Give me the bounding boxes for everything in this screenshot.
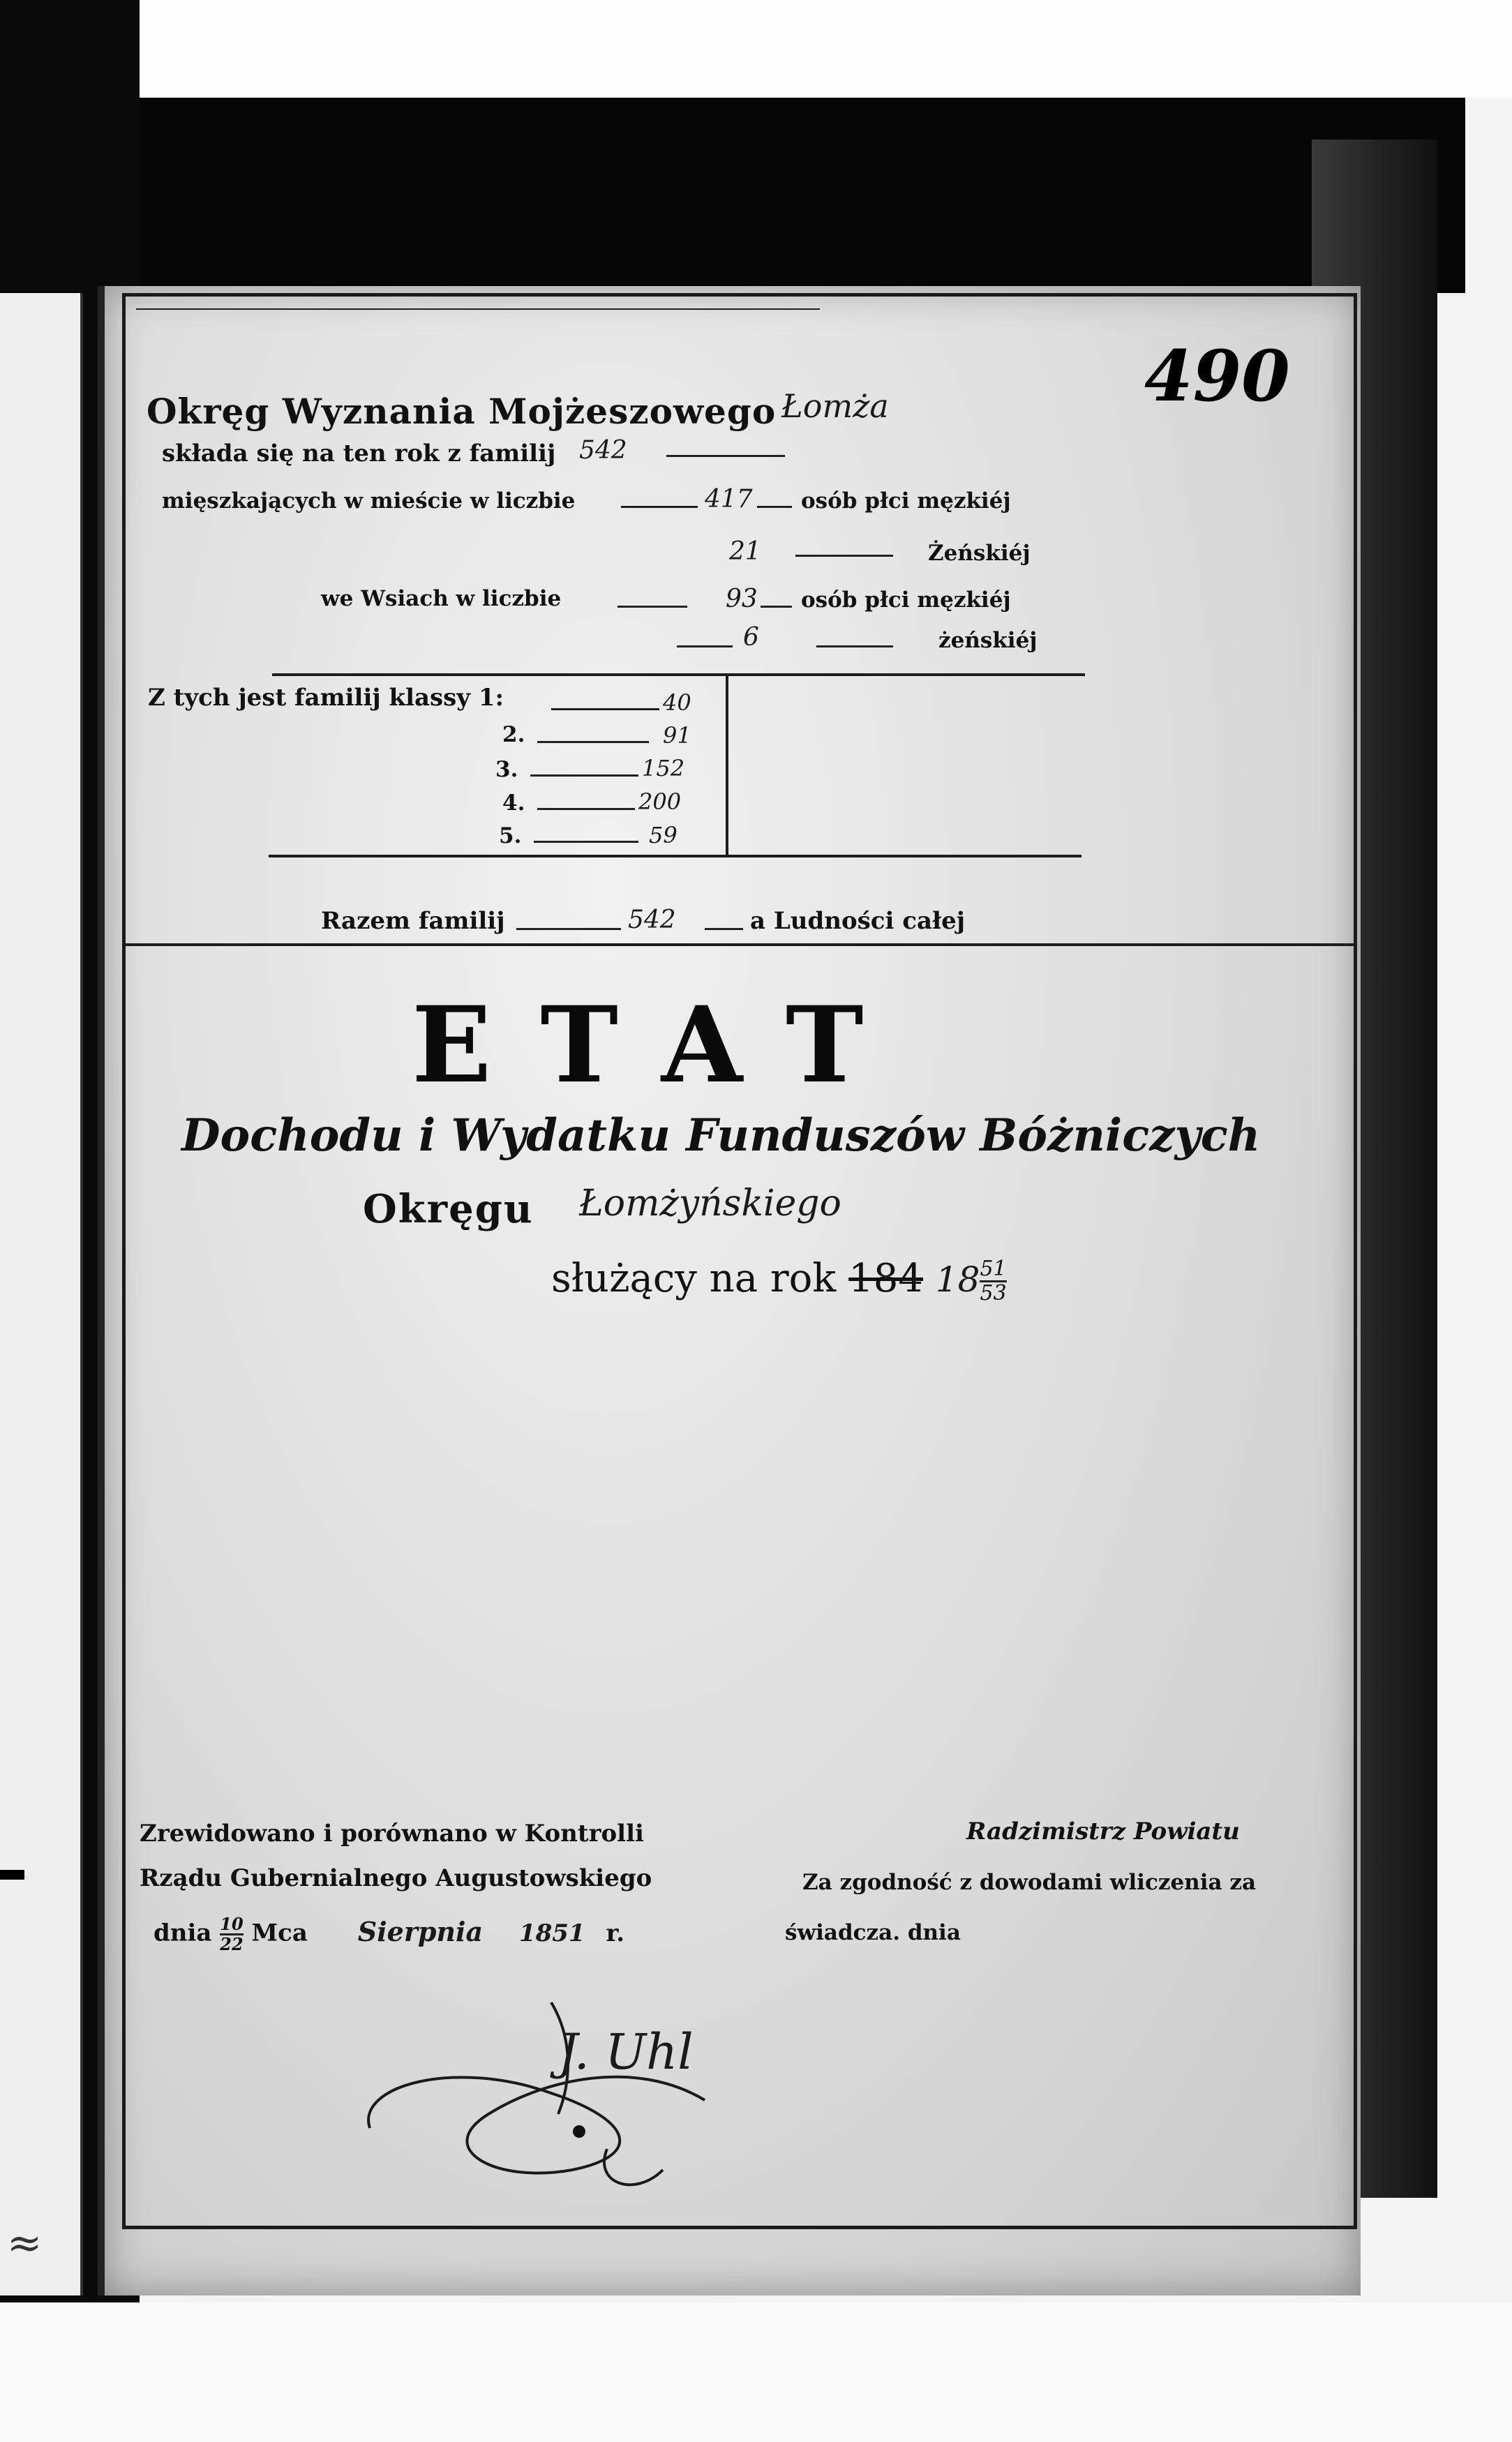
footer-right-line1: Radzimistrz Powiatu bbox=[966, 1818, 1240, 1845]
serving-year-label: służący na rok bbox=[551, 1256, 837, 1301]
year-hand: 1851 bbox=[518, 1919, 585, 1947]
families-total-label: Razem familij bbox=[321, 907, 505, 935]
dash bbox=[516, 928, 621, 930]
year-printed: 184 bbox=[848, 1256, 924, 1301]
dash bbox=[705, 928, 743, 930]
footer-r: r. bbox=[606, 1919, 625, 1947]
class-2-num: 2. bbox=[502, 722, 525, 747]
female-label-2: żeńskiéj bbox=[938, 628, 1038, 653]
footer-right-line2: Za zgodność z dowodami wliczenia za bbox=[802, 1870, 1257, 1895]
okregu-hand: Łomżyńskiego bbox=[579, 1183, 841, 1224]
scan-bottom-margin bbox=[0, 2302, 1512, 2442]
serving-year bbox=[551, 1256, 1007, 1305]
scan-top-margin bbox=[0, 0, 1512, 98]
dash bbox=[551, 708, 659, 710]
classes-divider bbox=[726, 673, 728, 855]
class-2-value: 91 bbox=[663, 722, 691, 749]
villages-label: we Wsiach w liczbie bbox=[321, 586, 562, 611]
population-label: a Ludności całej bbox=[750, 907, 966, 935]
dash bbox=[677, 645, 733, 647]
dash bbox=[534, 841, 638, 843]
dash bbox=[666, 455, 785, 457]
year-hand-num: 51 bbox=[980, 1257, 1007, 1281]
day-den: 22 bbox=[220, 1934, 244, 1954]
year-hand-fraction bbox=[980, 1258, 1006, 1305]
dash bbox=[617, 606, 687, 608]
male-suffix-2: osób płci męzkiéj bbox=[801, 587, 1011, 613]
header-section-rule bbox=[126, 943, 1357, 946]
dash bbox=[761, 606, 792, 608]
dash bbox=[795, 555, 893, 557]
families-total-value: 542 bbox=[628, 906, 676, 934]
edge-mark bbox=[0, 1870, 24, 1880]
dash bbox=[757, 506, 792, 508]
class-4-num: 4. bbox=[502, 791, 525, 816]
footer-left-line3 bbox=[154, 1915, 624, 1954]
town-female-hand: 21 bbox=[729, 537, 761, 566]
classes-label: Z tych jest familij klassy 1: bbox=[148, 684, 504, 712]
signature-flourish bbox=[342, 1975, 761, 2212]
day-num: 10 bbox=[220, 1914, 244, 1934]
dash bbox=[537, 808, 635, 810]
class-1-value: 40 bbox=[663, 689, 691, 716]
district-name-hand: Łomża bbox=[781, 387, 889, 425]
month-hand: Sierpnia bbox=[357, 1915, 484, 1947]
classes-bottom-rule bbox=[269, 855, 1081, 857]
female-label-1: Żeńskiéj bbox=[928, 541, 1031, 566]
village-male-hand: 93 bbox=[726, 585, 758, 613]
dash bbox=[537, 741, 649, 743]
families-total-hand: 542 bbox=[579, 436, 627, 465]
class-4-value: 200 bbox=[638, 788, 682, 815]
adjacent-page-strip bbox=[0, 293, 83, 2295]
okregu-label: Okręgu bbox=[363, 1186, 534, 1232]
title-subtitle: Dochodu i Wydatku Funduszów Bóżniczych bbox=[181, 1109, 1261, 1162]
consists-label: składa się na ten rok z familij bbox=[162, 440, 556, 467]
footer-dnia: dnia bbox=[154, 1919, 212, 1947]
etat-title: ETAT bbox=[412, 984, 913, 1107]
male-suffix: osób płci męzkiéj bbox=[801, 488, 1011, 514]
district-label: Okręg Wyznania Mojżeszowego bbox=[147, 391, 777, 432]
footer-right-line3: świadcza. dnia bbox=[785, 1920, 961, 1945]
class-5-value: 59 bbox=[649, 822, 678, 848]
village-female-hand: 6 bbox=[743, 623, 759, 652]
dash bbox=[530, 774, 638, 777]
town-male-hand: 417 bbox=[705, 485, 753, 514]
footer-left-line2: Rządu Gubernialnego Augustowskiego bbox=[140, 1864, 652, 1892]
film-dark-band bbox=[0, 98, 1465, 293]
footer-left-line1: Zrewidowano i porównano w Kontrolli bbox=[140, 1820, 644, 1848]
adjacent-page-mark: ≈ bbox=[7, 2219, 43, 2268]
classes-top-rule bbox=[272, 673, 1085, 676]
folio-number: 490 bbox=[1144, 335, 1290, 417]
class-3-value: 152 bbox=[642, 755, 685, 781]
top-rule bbox=[136, 308, 820, 310]
footer-mca: Mca bbox=[251, 1919, 308, 1947]
class-5-num: 5. bbox=[499, 823, 522, 848]
year-hand-prefix: 18 bbox=[935, 1259, 980, 1300]
dash bbox=[621, 506, 698, 508]
class-3-num: 3. bbox=[495, 757, 518, 782]
dash bbox=[816, 645, 893, 647]
signature: J. Uhl bbox=[558, 2023, 694, 2081]
town-label: mięszkających w mieście w liczbie bbox=[162, 488, 576, 514]
day-fraction bbox=[220, 1915, 243, 1954]
year-hand-den: 53 bbox=[980, 1281, 1007, 1305]
